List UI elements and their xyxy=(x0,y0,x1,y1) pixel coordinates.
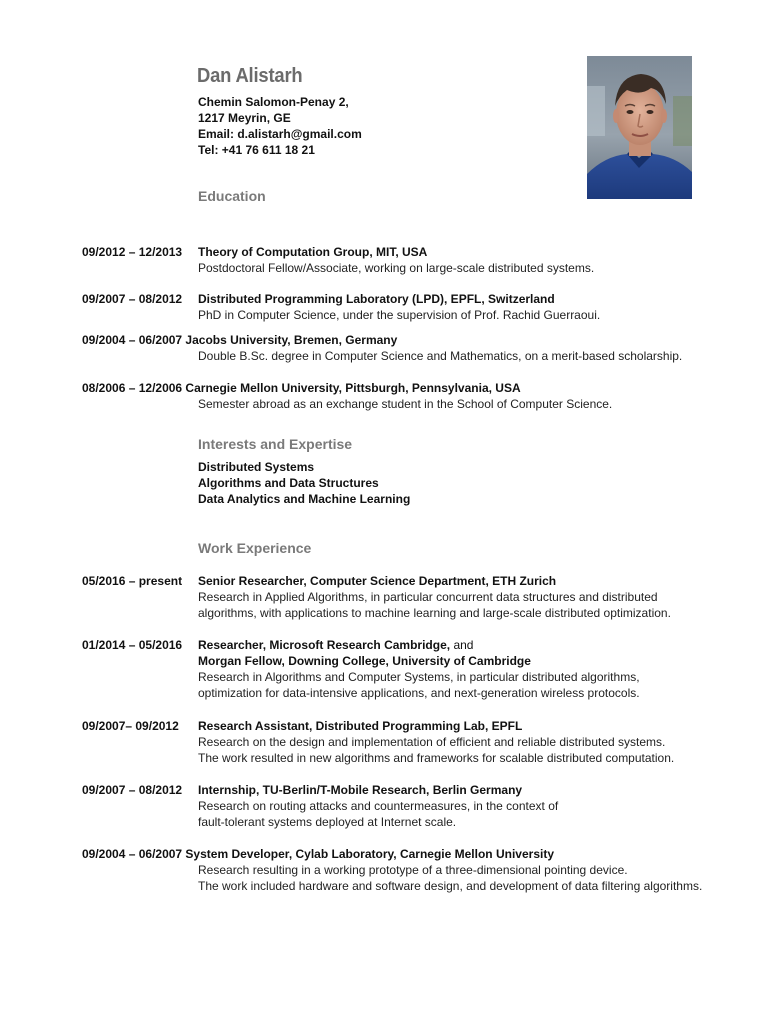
entry-description: The work included hardware and software design, and development of data filtering algorithms. xyxy=(198,879,703,893)
entry-description: Research resulting in a working prototype of a three-dimensional pointing device. xyxy=(198,863,628,877)
entry-title: Research Assistant, Distributed Programming Lab, EPFL xyxy=(198,719,523,733)
entry-date: 09/2007 – 08/2012 xyxy=(82,783,183,797)
work-entry xyxy=(82,846,742,894)
education-entry xyxy=(82,291,742,323)
entry-title: Theory of Computation Group, MIT, USA xyxy=(198,245,428,259)
entry-description: algorithms, with applications to machine learning and large-scale distributed optimization. xyxy=(198,606,671,620)
entry-title: Distributed Programming Laboratory (LPD), EPFL, Switzerland xyxy=(198,292,555,306)
entry-date: 05/2016 – present xyxy=(82,574,183,588)
entry-title: Internship, TU-Berlin/T-Mobile Research, Berlin Germany xyxy=(198,783,523,797)
entry-title-secondary: Morgan Fellow, Downing College, University of Cambridge xyxy=(198,654,531,668)
list-item: Algorithms and Data Structures xyxy=(198,476,379,490)
work-entry xyxy=(82,637,742,701)
person-name: Dan Alistarh xyxy=(197,65,303,87)
list-item: Data Analytics and Machine Learning xyxy=(198,492,411,506)
work-entry xyxy=(82,718,742,766)
entry-title: Senior Researcher, Computer Science Department, ETH Zurich xyxy=(198,574,557,588)
email-line: Email: d.alistarh@gmail.com xyxy=(198,127,362,141)
entry-date-title: 09/2004 – 06/2007 System Developer, Cylab Laboratory, Carnegie Mellon University xyxy=(82,847,554,861)
entry-description: optimization for data-intensive applications, and next-generation wireless protocols. xyxy=(198,686,640,700)
entry-description: fault-tolerant systems deployed at Internet scale. xyxy=(198,815,457,829)
work-entry xyxy=(82,782,742,830)
entry-date: 09/2012 – 12/2013 xyxy=(82,245,183,259)
education-entry xyxy=(82,244,742,276)
entry-date-title: 09/2004 – 06/2007 Jacobs University, Bremen, Germany xyxy=(82,333,398,347)
entry-description: Research in Applied Algorithms, in particular concurrent data structures and distributed xyxy=(198,590,658,604)
entry-date: 09/2007 – 08/2012 xyxy=(82,292,183,306)
section-title-work: Work Experience xyxy=(198,540,312,556)
profile-photo xyxy=(587,56,692,199)
education-entry xyxy=(82,332,742,364)
section-title-interests: Interests and Expertise xyxy=(198,436,353,452)
education-entry xyxy=(82,380,742,412)
address-line-1: Chemin Salomon-Penay 2, xyxy=(198,95,349,109)
contact-block xyxy=(198,94,362,158)
entry-date-title: 08/2006 – 12/2006 Carnegie Mellon University, Pittsburgh, Pennsylvania, USA xyxy=(82,381,521,395)
entry-title xyxy=(198,637,473,653)
entry-description: Double B.Sc. degree in Computer Science and Mathematics, on a merit-based scholarship. xyxy=(198,349,683,363)
entry-title-suffix: and xyxy=(450,638,474,652)
entry-description: Research on routing attacks and countermeasures, in the context of xyxy=(198,799,559,813)
entry-title-main: Researcher, Microsoft Research Cambridge, xyxy=(198,638,451,652)
work-entry xyxy=(82,573,742,621)
entry-description: PhD in Computer Science, under the supervision of Prof. Rachid Guerraoui. xyxy=(198,308,601,322)
entry-description: The work resulted in new algorithms and frameworks for scalable distributed computation. xyxy=(198,751,675,765)
section-title-education: Education xyxy=(198,188,266,204)
address-line-2: 1217 Meyrin, GE xyxy=(198,111,291,125)
entry-description: Semester abroad as an exchange student in the School of Computer Science. xyxy=(198,397,613,411)
entry-description: Postdoctoral Fellow/Associate, working on large-scale distributed systems. xyxy=(198,261,595,275)
list-item: Distributed Systems xyxy=(198,460,315,474)
entry-date: 01/2014 – 05/2016 xyxy=(82,638,183,652)
entry-date: 09/2007– 09/2012 xyxy=(82,719,179,733)
entry-description: Research in Algorithms and Computer Systems, in particular distributed algorithms, xyxy=(198,670,640,684)
entry-description: Research on the design and implementation of efficient and reliable distributed systems. xyxy=(198,735,666,749)
interests-list xyxy=(198,459,410,507)
phone-line: Tel: +41 76 611 18 21 xyxy=(198,143,315,157)
